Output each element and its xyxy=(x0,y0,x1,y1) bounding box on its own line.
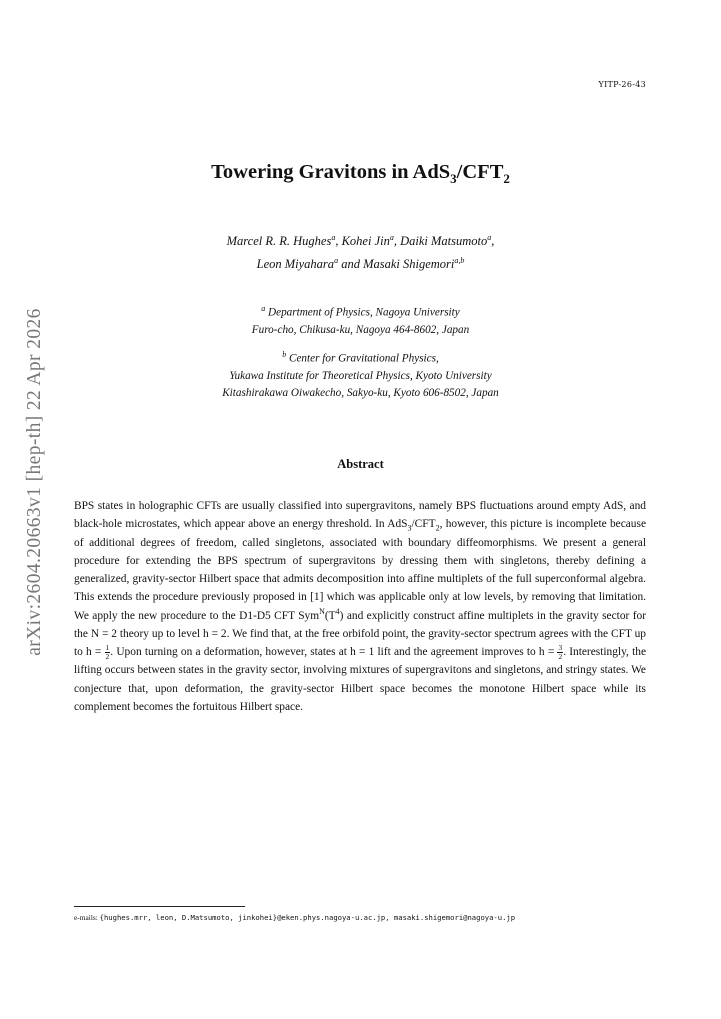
abstract-text: , however, this picture is incomplete because of additional degrees of freedom, called singletons, associated with boundary diffeomorphisms. We present a general procedure for extending the BPS spectrum of supergravitons by dressing them with singletons, thereby defining a generalized, gravity-sector Hilbert space that admits decomposition into affine multiplets of the full superconformal algebra. This extends the procedure previously proposed in [1] which was applicable only at low levels, by removing that limitation. We apply the new procedure to the D1-D5 CFT Sym xyxy=(74,518,646,622)
affil-mark-b: b xyxy=(282,349,287,359)
abstract-text: (T xyxy=(324,609,336,622)
affiliation-a-line-1 xyxy=(0,300,721,322)
author-name: Kohei Jin xyxy=(341,234,390,249)
author-separator: and xyxy=(338,257,364,272)
abstract-heading: Abstract xyxy=(337,457,384,471)
preprint-number: YITP-26-43 xyxy=(598,80,646,89)
author-separator: , xyxy=(491,234,495,249)
affiliation-b-line-2: Yukawa Institute for Theoretical Physics, Kyoto University xyxy=(229,369,492,382)
author-list xyxy=(0,228,721,274)
author-name: Daiki Matsumoto xyxy=(400,234,488,249)
abstract-sup: 4 xyxy=(335,606,340,616)
arxiv-stamp[interactable]: arXiv:2604.20663v1 [hep-th] 22 Apr 2026 xyxy=(24,308,45,656)
author-affil-mark: a xyxy=(389,233,394,242)
fraction-numerator: 3 xyxy=(558,643,563,652)
footnote-rule xyxy=(74,906,245,907)
title-sub-2: 2 xyxy=(503,171,510,187)
paper-title xyxy=(0,161,721,187)
abstract-body xyxy=(74,497,646,716)
author-affil-mark: a xyxy=(331,233,336,242)
author-line-2 xyxy=(0,251,721,274)
email-addresses[interactable]: {hughes.mrr, leon, D.Matsumoto, jinkohei}@eken.phys.nagoya-u.ac.jp, masaki.shigemori@nagoya-u.jp xyxy=(99,913,516,922)
abstract-sub: 3 xyxy=(407,523,412,533)
affiliation-a-line-2: Furo-cho, Chikusa-ku, Nagoya 464-8602, Japan xyxy=(251,324,470,337)
abstract-sup: N xyxy=(319,606,325,616)
affiliations xyxy=(0,300,721,403)
author-name: Leon Miyahara xyxy=(256,257,335,272)
abstract-text: /CFT xyxy=(411,518,436,531)
author-name: Masaki Shigemori xyxy=(363,257,455,272)
title-sub-3: 3 xyxy=(450,171,457,187)
affiliation-b-line-3: Kitashirakawa Oiwakecho, Sakyo-ku, Kyoto 606-8502, Japan xyxy=(222,387,499,400)
affil-text: Center for Gravitational Physics, xyxy=(289,352,439,365)
footnote-emails xyxy=(74,913,674,922)
author-name: Marcel R. R. Hughes xyxy=(226,234,332,249)
fraction-numerator: 1 xyxy=(105,643,110,652)
abstract-sub: 2 xyxy=(435,523,440,533)
title-mid: /CFT xyxy=(456,161,504,183)
author-separator: , xyxy=(335,234,342,249)
fraction-denominator: 2 xyxy=(558,652,563,661)
affil-mark-a: a xyxy=(261,304,266,313)
author-affil-mark: a xyxy=(487,233,492,242)
author-affil-mark: a,b xyxy=(454,256,465,266)
author-line-1 xyxy=(0,228,721,251)
author-separator: , xyxy=(393,234,401,249)
affil-text: Department of Physics, Nagoya University xyxy=(268,306,460,319)
title-prefix: Towering Gravitons in AdS xyxy=(211,161,451,183)
footnote-label: e-mails: xyxy=(74,913,100,922)
affiliation-b-line-1 xyxy=(0,346,721,368)
abstract-text: BPS states in holographic CFTs are usually classified into supergravitons, namely BPS fluctuations around empty AdS, and black-hole microstates, which appear above an energy threshold. In AdS xyxy=(74,500,646,531)
fraction-denominator: 2 xyxy=(105,652,110,661)
abstract-text: . Upon turning on a deformation, however, states at h = 1 lift and the agreement improves to h = xyxy=(110,646,558,658)
abstract-text: ) and explicitly construct affine multiplets in the gravity sector for the N = 2 theory up to level h = 2. We find that, at the free orbifold point, the gravity-sector spectrum agrees with the CFT up to h = xyxy=(74,609,646,658)
author-affil-mark: a xyxy=(334,256,339,266)
abstract-text: . Interestingly, the lifting occurs between states in the gravity sector, involving mixtures of supergravitons and singletons, and stringy states. We conjecture that, upon deformation, the gravity-sector Hilbert space becomes the monotone Hilbert space while its complement becomes the fortuitous Hilbert space. xyxy=(74,646,646,713)
